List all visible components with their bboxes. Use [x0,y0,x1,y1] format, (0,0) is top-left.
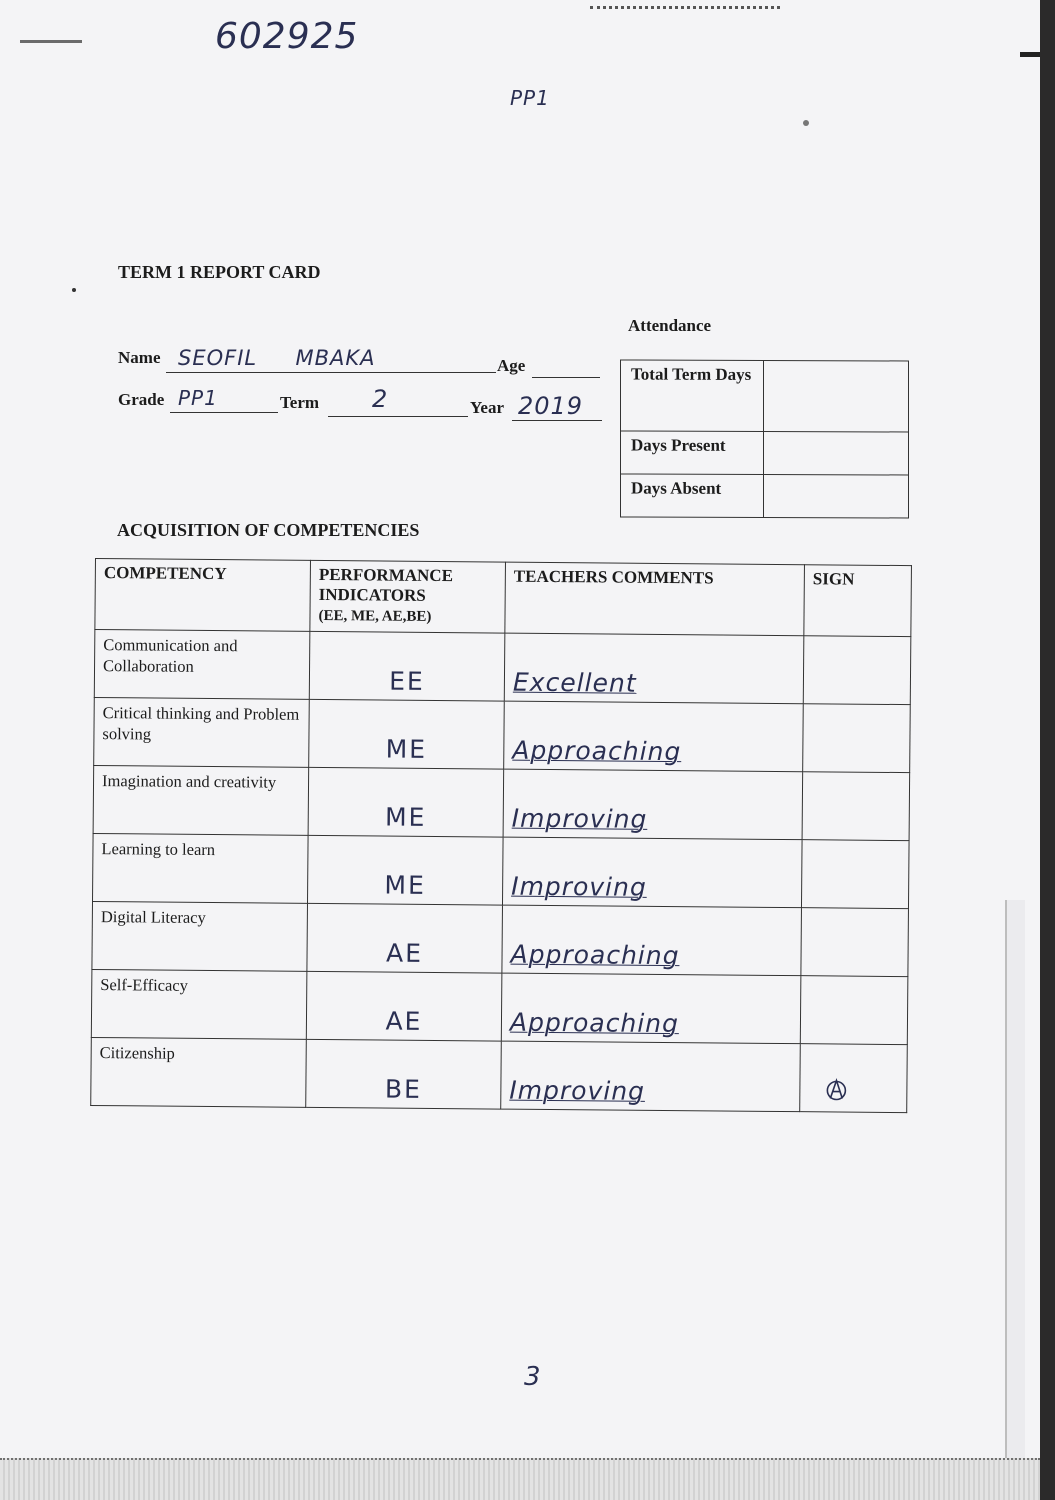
header-indicators-label: PERFORMANCE INDICATORS [318,564,454,605]
comment-cell [501,973,801,1044]
comment-cell [502,905,802,976]
name-label: Name [118,348,161,367]
sign-cell [801,908,909,977]
table-row [94,697,911,772]
sign-cell [802,772,910,841]
grade-label: Grade [118,390,165,409]
edge-mark [1020,52,1040,57]
indicator-value: ME [384,802,427,832]
indicator-cell [307,835,503,905]
term-label: Term [280,393,320,412]
report-title: TERM 1 REPORT CARD [118,262,321,282]
competencies-header-row [95,559,912,637]
competencies-table [90,558,912,1113]
table-row [91,969,908,1044]
comment-value: Improving [511,803,648,834]
indicator-value: BE [384,1074,422,1104]
attendance-heading: Attendance [628,316,712,335]
sign-cell [800,976,908,1045]
header-indicators [310,560,506,633]
indicator-value: EE [389,666,425,696]
signature-mark [824,1076,850,1102]
reference-number: 602925 [215,16,359,57]
indicator-cell [309,699,505,769]
comment-value: Improving [511,871,647,902]
class-tag: PP1 [510,86,550,110]
competency-name: Critical thinking and Problem solving [94,697,310,767]
indicator-value: ME [384,870,426,900]
attendance-row [621,474,909,518]
ink-speck [803,120,809,126]
term-field-line [328,394,468,417]
attendance-value [764,360,909,432]
comment-value: Approaching [512,735,682,767]
attendance-value [764,474,909,518]
attendance-label: Total Term Days [621,360,764,431]
top-ink-marks [590,6,780,11]
comment-value: Improving [509,1075,646,1106]
indicator-value: AE [385,1006,423,1036]
attendance-row [621,431,909,475]
comment-cell [504,633,804,704]
scanner-edge-strip [0,1458,1040,1500]
comment-cell [503,769,803,840]
student-year: 2019 [518,392,584,420]
age-field-line [532,355,600,378]
table-row [93,833,910,908]
comment-value: Approaching [510,939,680,971]
attendance-row [621,360,909,432]
indicator-cell [306,1039,502,1109]
comment-value: Excellent [512,667,637,698]
table-row [93,765,910,840]
attendance-label: Days Present [621,431,764,474]
attendance-value [764,431,909,475]
year-label: Year [470,398,504,417]
header-comments: TEACHERS COMMENTS [505,562,805,636]
header-sign: SIGN [804,565,912,637]
competency-name: Learning to learn [93,833,309,903]
competency-name: Digital Literacy [92,901,308,971]
attendance-table [620,359,909,518]
indicator-cell [306,971,502,1041]
sign-cell [803,636,911,705]
indicator-cell [307,903,503,973]
indicator-cell [309,631,505,701]
competency-name: Citizenship [91,1037,307,1107]
comment-cell [502,837,802,908]
age-label: Age [497,356,526,375]
competency-name: Self-Efficacy [91,969,307,1039]
ink-speck [72,288,76,292]
page-number: 3 [524,1362,542,1392]
competency-name: Imagination and creativity [93,765,309,835]
student-term: 2 [372,385,389,413]
attendance-label: Days Absent [621,474,764,517]
indicator-cell [308,767,504,837]
table-row [92,901,909,976]
table-row [91,1037,908,1112]
comment-cell [501,1041,801,1112]
header-indicators-key: (EE, ME, AE,BE) [318,607,432,625]
staple-mark [20,40,82,43]
sign-cell [800,1044,908,1113]
table-row [94,630,911,705]
sign-cell [803,704,911,773]
comment-cell [504,701,804,772]
underlying-page-edge [1005,900,1025,1470]
indicator-value: ME [385,734,428,764]
sign-cell [801,840,909,909]
header-competency: COMPETENCY [95,559,311,632]
competency-name: Communication and Collaboration [94,630,310,700]
indicator-value: AE [385,938,424,968]
competencies-heading: ACQUISITION OF COMPETENCIES [117,520,420,540]
comment-value: Approaching [509,1007,680,1039]
student-name: SEOFIL MBAKA [178,346,376,370]
student-grade: PP1 [178,386,218,410]
